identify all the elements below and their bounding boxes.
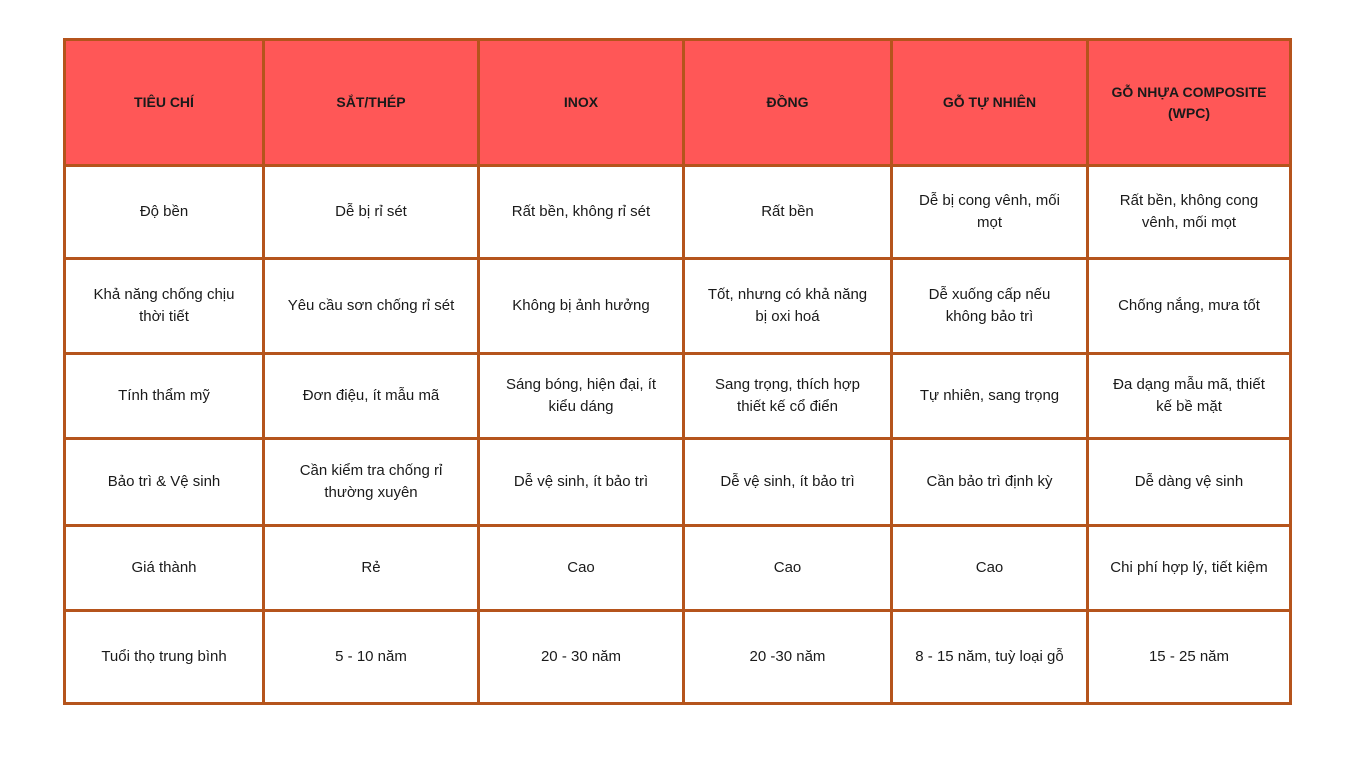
table-cell: Dễ dàng vệ sinh	[1088, 439, 1291, 526]
table-cell: Rẻ	[264, 526, 479, 611]
table-row	[65, 439, 1291, 526]
table-cell: 15 - 25 năm	[1088, 611, 1291, 704]
table-row	[65, 354, 1291, 439]
header-iron-steel: SẮT/THÉP	[264, 40, 479, 166]
table-cell: Sáng bóng, hiện đại, ít kiểu dáng	[479, 354, 684, 439]
comparison-table	[63, 38, 1292, 705]
row-criteria-cell: Tính thẩm mỹ	[65, 354, 264, 439]
table-cell: Chi phí hợp lý, tiết kiệm	[1088, 526, 1291, 611]
table-cell: Dễ vệ sinh, ít bảo trì	[684, 439, 892, 526]
table-cell: Yêu cầu sơn chống rỉ sét	[264, 259, 479, 354]
table-row	[65, 611, 1291, 704]
header-criteria: TIÊU CHÍ	[65, 40, 264, 166]
table-cell: Không bị ảnh hưởng	[479, 259, 684, 354]
table-cell: Dễ vệ sinh, ít bảo trì	[479, 439, 684, 526]
table-cell: Dễ bị rỉ sét	[264, 166, 479, 259]
table-cell: Dễ xuống cấp nếu không bảo trì	[892, 259, 1088, 354]
table-cell: Đa dạng mẫu mã, thiết kế bề mặt	[1088, 354, 1291, 439]
table-cell: Sang trọng, thích hợp thiết kế cổ điển	[684, 354, 892, 439]
table-cell: Cần bảo trì định kỳ	[892, 439, 1088, 526]
header-copper: ĐỒNG	[684, 40, 892, 166]
table-cell: Tự nhiên, sang trọng	[892, 354, 1088, 439]
table-row	[65, 259, 1291, 354]
table-row	[65, 166, 1291, 259]
header-natural-wood: GỖ TỰ NHIÊN	[892, 40, 1088, 166]
header-inox: INOX	[479, 40, 684, 166]
table-cell: Đơn điệu, ít mẫu mã	[264, 354, 479, 439]
table-cell: Dễ bị cong vênh, mối mọt	[892, 166, 1088, 259]
table-cell: Rất bền, không cong vênh, mối mọt	[1088, 166, 1291, 259]
row-criteria-cell: Tuổi thọ trung bình	[65, 611, 264, 704]
table-cell: 20 - 30 năm	[479, 611, 684, 704]
table-cell: Cần kiểm tra chống rỉ thường xuyên	[264, 439, 479, 526]
row-criteria-cell: Bảo trì & Vệ sinh	[65, 439, 264, 526]
table-row	[65, 526, 1291, 611]
table-cell: 20 -30 năm	[684, 611, 892, 704]
header-wpc: GỖ NHỰA COMPOSITE (WPC)	[1088, 40, 1291, 166]
row-criteria-cell: Giá thành	[65, 526, 264, 611]
table-header-row	[65, 40, 1291, 166]
row-criteria-cell: Độ bền	[65, 166, 264, 259]
table-cell: Cao	[892, 526, 1088, 611]
table-cell: Rất bền	[684, 166, 892, 259]
table-cell: Cao	[684, 526, 892, 611]
table-cell: Tốt, nhưng có khả năng bị oxi hoá	[684, 259, 892, 354]
table-cell: 5 - 10 năm	[264, 611, 479, 704]
table-cell: 8 - 15 năm, tuỳ loại gỗ	[892, 611, 1088, 704]
table-cell: Rất bền, không rỉ sét	[479, 166, 684, 259]
table-cell: Chống nắng, mưa tốt	[1088, 259, 1291, 354]
table-cell: Cao	[479, 526, 684, 611]
row-criteria-cell: Khả năng chống chịu thời tiết	[65, 259, 264, 354]
